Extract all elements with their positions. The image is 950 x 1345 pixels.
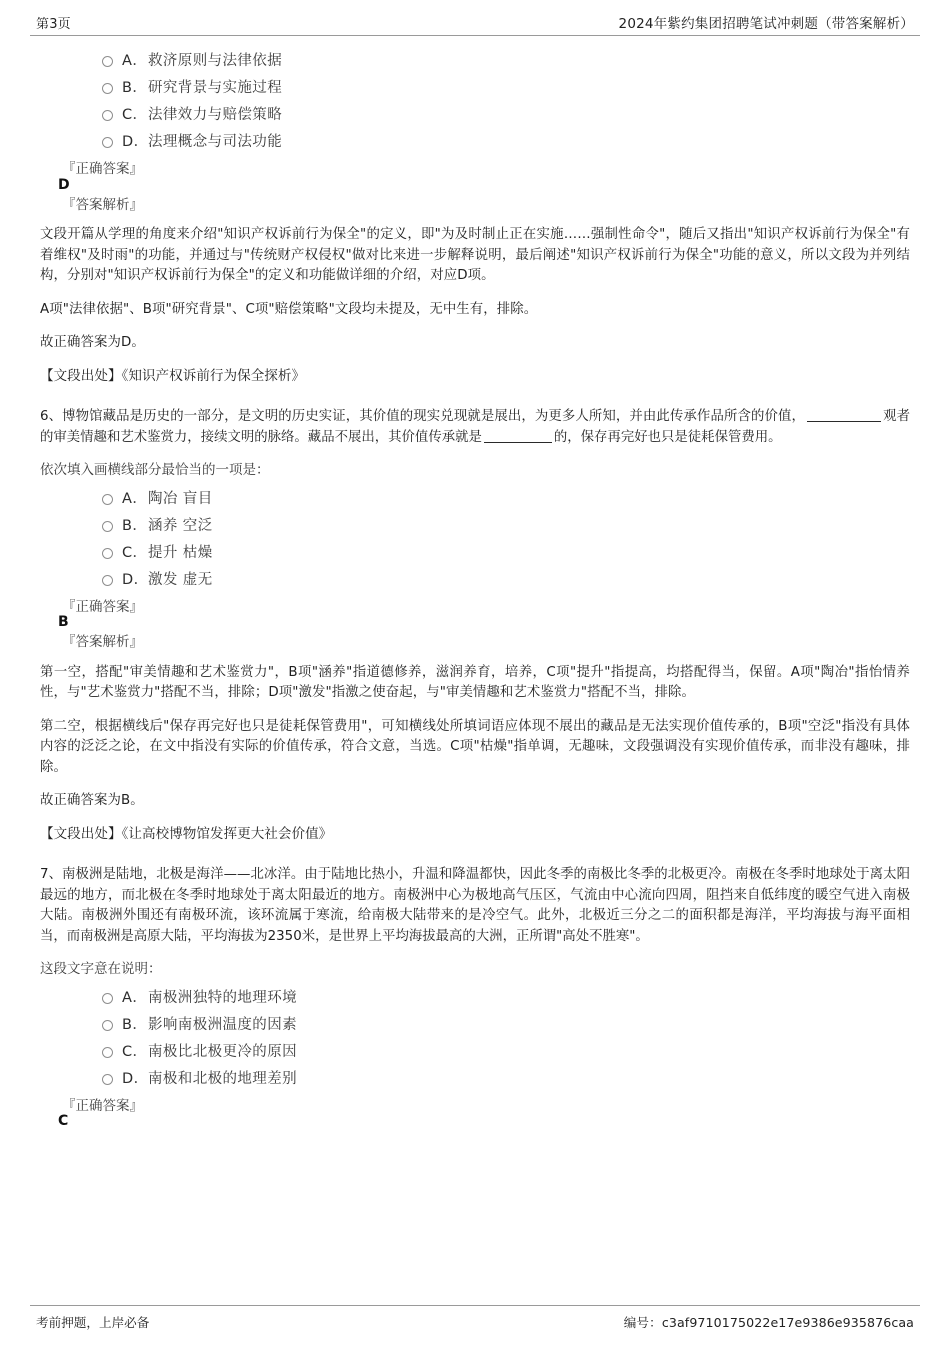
correct-answer-value: D bbox=[58, 176, 70, 193]
option-text: 激发 虚无 bbox=[148, 571, 213, 588]
option-item[interactable] bbox=[102, 567, 910, 594]
radio-icon[interactable] bbox=[102, 83, 113, 94]
running-head bbox=[30, 0, 920, 36]
option-item[interactable] bbox=[102, 1066, 910, 1093]
option-text: 陶冶 盲目 bbox=[148, 490, 213, 507]
source-label: 【文段出处】 bbox=[40, 367, 122, 384]
footer-code-label: 编号： bbox=[623, 1315, 662, 1330]
source-label: 【文段出处】 bbox=[40, 825, 122, 842]
page-number-label: 第3页 bbox=[36, 17, 71, 32]
option-letter: A． bbox=[122, 53, 148, 70]
answer-analysis-label: 『答案解析』 bbox=[62, 196, 143, 213]
question6-stem-part2: 观者的审美情趣和艺术鉴赏力，接续文明的脉络。藏品不展出，其价值传承就是 bbox=[40, 409, 911, 445]
footer-slogan: 考前押题，上岸必备 bbox=[36, 1315, 150, 1330]
blank-1 bbox=[807, 421, 881, 422]
option-letter: B． bbox=[122, 517, 148, 534]
radio-icon[interactable] bbox=[102, 993, 113, 1004]
option-letter: A． bbox=[122, 490, 148, 507]
option-letter: C． bbox=[122, 107, 148, 124]
answer-analysis-label: 『答案解析』 bbox=[62, 634, 143, 651]
analysis-paragraph: 第二空，根据横线后"保存再完好也只是徒耗保管费用"，可知横线处所填词语应体现不展出的藏品是无法实现价值传承的，B项"空泛"指没有具体内容的泛泛之论，在文中指没有实际的价值传承，符合文意，当选。C项"枯燥"指单调，无趣味，文段强调没有实现价值传承，而非没有趣味，排除。 bbox=[40, 718, 910, 775]
radio-icon[interactable] bbox=[102, 110, 113, 121]
option-letter: C． bbox=[122, 1043, 148, 1060]
radio-icon[interactable] bbox=[102, 56, 113, 67]
analysis-paragraph: A项"法律依据"、B项"研究背景"、C项"赔偿策略"文段均未提及，无中生有，排除。 bbox=[40, 301, 538, 317]
option-text: 研究背景与实施过程 bbox=[148, 80, 283, 97]
source-title: 《知识产权诉前行为保全探析》 bbox=[121, 367, 306, 384]
footer-code bbox=[624, 1312, 914, 1331]
option-text: 南极洲独特的地理环境 bbox=[148, 989, 297, 1006]
option-text: 提升 枯燥 bbox=[148, 544, 213, 561]
option-text: 救济原则与法律依据 bbox=[148, 53, 283, 70]
blank-2 bbox=[484, 442, 552, 443]
option-item[interactable] bbox=[102, 540, 910, 567]
question7-prompt: 这段文字意在说明： bbox=[40, 961, 162, 978]
document-title: 2024年紫约集团招聘笔试冲刺题（带答案解析） bbox=[618, 16, 914, 32]
radio-icon[interactable] bbox=[102, 1074, 113, 1085]
footer-code-value: c3af9710175022e17e9386e935876caa bbox=[661, 1315, 914, 1330]
radio-icon[interactable] bbox=[102, 1047, 113, 1058]
option-item[interactable] bbox=[102, 486, 910, 513]
option-letter: D． bbox=[122, 134, 149, 151]
option-letter: C． bbox=[122, 544, 148, 561]
option-text: 涵养 空泛 bbox=[148, 517, 213, 534]
question6-stem-part3: 的，保存再完好也只是徒耗保管费用。 bbox=[553, 429, 782, 445]
option-item[interactable] bbox=[102, 985, 910, 1012]
radio-icon[interactable] bbox=[102, 494, 113, 505]
option-item[interactable] bbox=[102, 75, 910, 102]
page-content bbox=[30, 36, 920, 1128]
option-item[interactable] bbox=[102, 1012, 910, 1039]
radio-icon[interactable] bbox=[102, 548, 113, 559]
option-letter: D． bbox=[122, 571, 149, 588]
option-item[interactable] bbox=[102, 102, 910, 129]
radio-icon[interactable] bbox=[102, 575, 113, 586]
radio-icon[interactable] bbox=[102, 1020, 113, 1031]
correct-answer-label: 『正确答案』 bbox=[62, 161, 143, 177]
option-text: 南极和北极的地理差别 bbox=[148, 1070, 297, 1087]
page-footer bbox=[30, 1305, 920, 1331]
option-text: 南极比北极更冷的原因 bbox=[148, 1043, 297, 1060]
analysis-paragraph: 文段开篇从学理的角度来介绍"知识产权诉前行为保全"的定义，即"为及时制止正在实施……强制性命令"，随后又指出"知识产权诉前行为保全"有着维权"及时雨"的功能，并通过与"传统财产权侵权"做对比来进一步解释说明，最后阐述"知识产权诉前行为保全"功能的意义，所以文段为并列结构，分别对"知识产权诉前行为保全"的定义和功能做详细的介绍，对应D项。 bbox=[40, 227, 910, 283]
option-letter: D． bbox=[122, 1070, 149, 1087]
source-title: 《让高校博物馆发挥更大社会价值》 bbox=[121, 825, 333, 842]
source-line bbox=[40, 367, 910, 384]
question6-stem-part1: 6、博物馆藏品是历史的一部分，是文明的历史实证，其价值的现实兑现就是展出，为更多人所知，并由此传承作品所含的价值， bbox=[40, 409, 805, 425]
analysis-conclusion: 故正确答案为B。 bbox=[40, 793, 144, 809]
question5-option-list bbox=[40, 48, 910, 156]
option-text: 法律效力与赔偿策略 bbox=[148, 107, 283, 124]
analysis-paragraph: 第一空，搭配"审美情趣和艺术鉴赏力"，B项"涵养"指道德修养，滋润养育，培养，C项"提升"指提高，均搭配得当，保留。A项"陶冶"指怡情养性，与"艺术鉴赏力"搭配不当，排除；D项"激发"指激之使奋起，与"审美情趣和艺术鉴赏力"搭配不当，排除。 bbox=[40, 664, 910, 701]
option-letter: A． bbox=[122, 989, 148, 1006]
question7-stem: 7、南极洲是陆地，北极是海洋——北冰洋。由于陆地比热小，升温和降温都快，因此冬季的南极比冬季的北极更冷。南极在冬季时地球处于离太阳最远的地方，而北极在冬季时地球处于离太阳最近的地方。南极洲中心为极地高气压区，气流由中心流向四周，阻挡来自低纬度的暖空气进入南极大陆。南极洲外围还有南极环流，该环流属于寒流，给南极大陆带来的是冷空气。此外，北极近三分之二的面积都是海洋，平均海拔与海平面相当，而南极洲是高原大陆，平均海拔为2350米，是世界上平均海拔最高的大洲，正所谓"高处不胜寒"。 bbox=[40, 867, 910, 944]
question6-stem bbox=[40, 407, 910, 448]
option-item[interactable] bbox=[102, 1039, 910, 1066]
radio-icon[interactable] bbox=[102, 137, 113, 148]
option-text: 影响南极洲温度的因素 bbox=[148, 1016, 297, 1033]
source-line bbox=[40, 825, 910, 842]
correct-answer-value: B bbox=[58, 614, 69, 631]
correct-answer-label: 『正确答案』 bbox=[62, 1097, 143, 1114]
option-text: 法理概念与司法功能 bbox=[148, 134, 283, 151]
option-letter: B． bbox=[122, 80, 148, 97]
question6-option-list bbox=[40, 486, 910, 594]
option-item[interactable] bbox=[102, 513, 910, 540]
correct-answer-label: 『正确答案』 bbox=[62, 598, 143, 615]
question7-option-list bbox=[40, 985, 910, 1093]
correct-answer-value: C bbox=[58, 1113, 69, 1130]
question6-prompt: 依次填入画横线部分最恰当的一项是： bbox=[40, 462, 270, 479]
option-letter: B． bbox=[122, 1016, 148, 1033]
option-item[interactable] bbox=[102, 48, 910, 75]
option-item[interactable] bbox=[102, 129, 910, 156]
radio-icon[interactable] bbox=[102, 521, 113, 532]
analysis-conclusion: 故正确答案为D。 bbox=[40, 335, 145, 350]
